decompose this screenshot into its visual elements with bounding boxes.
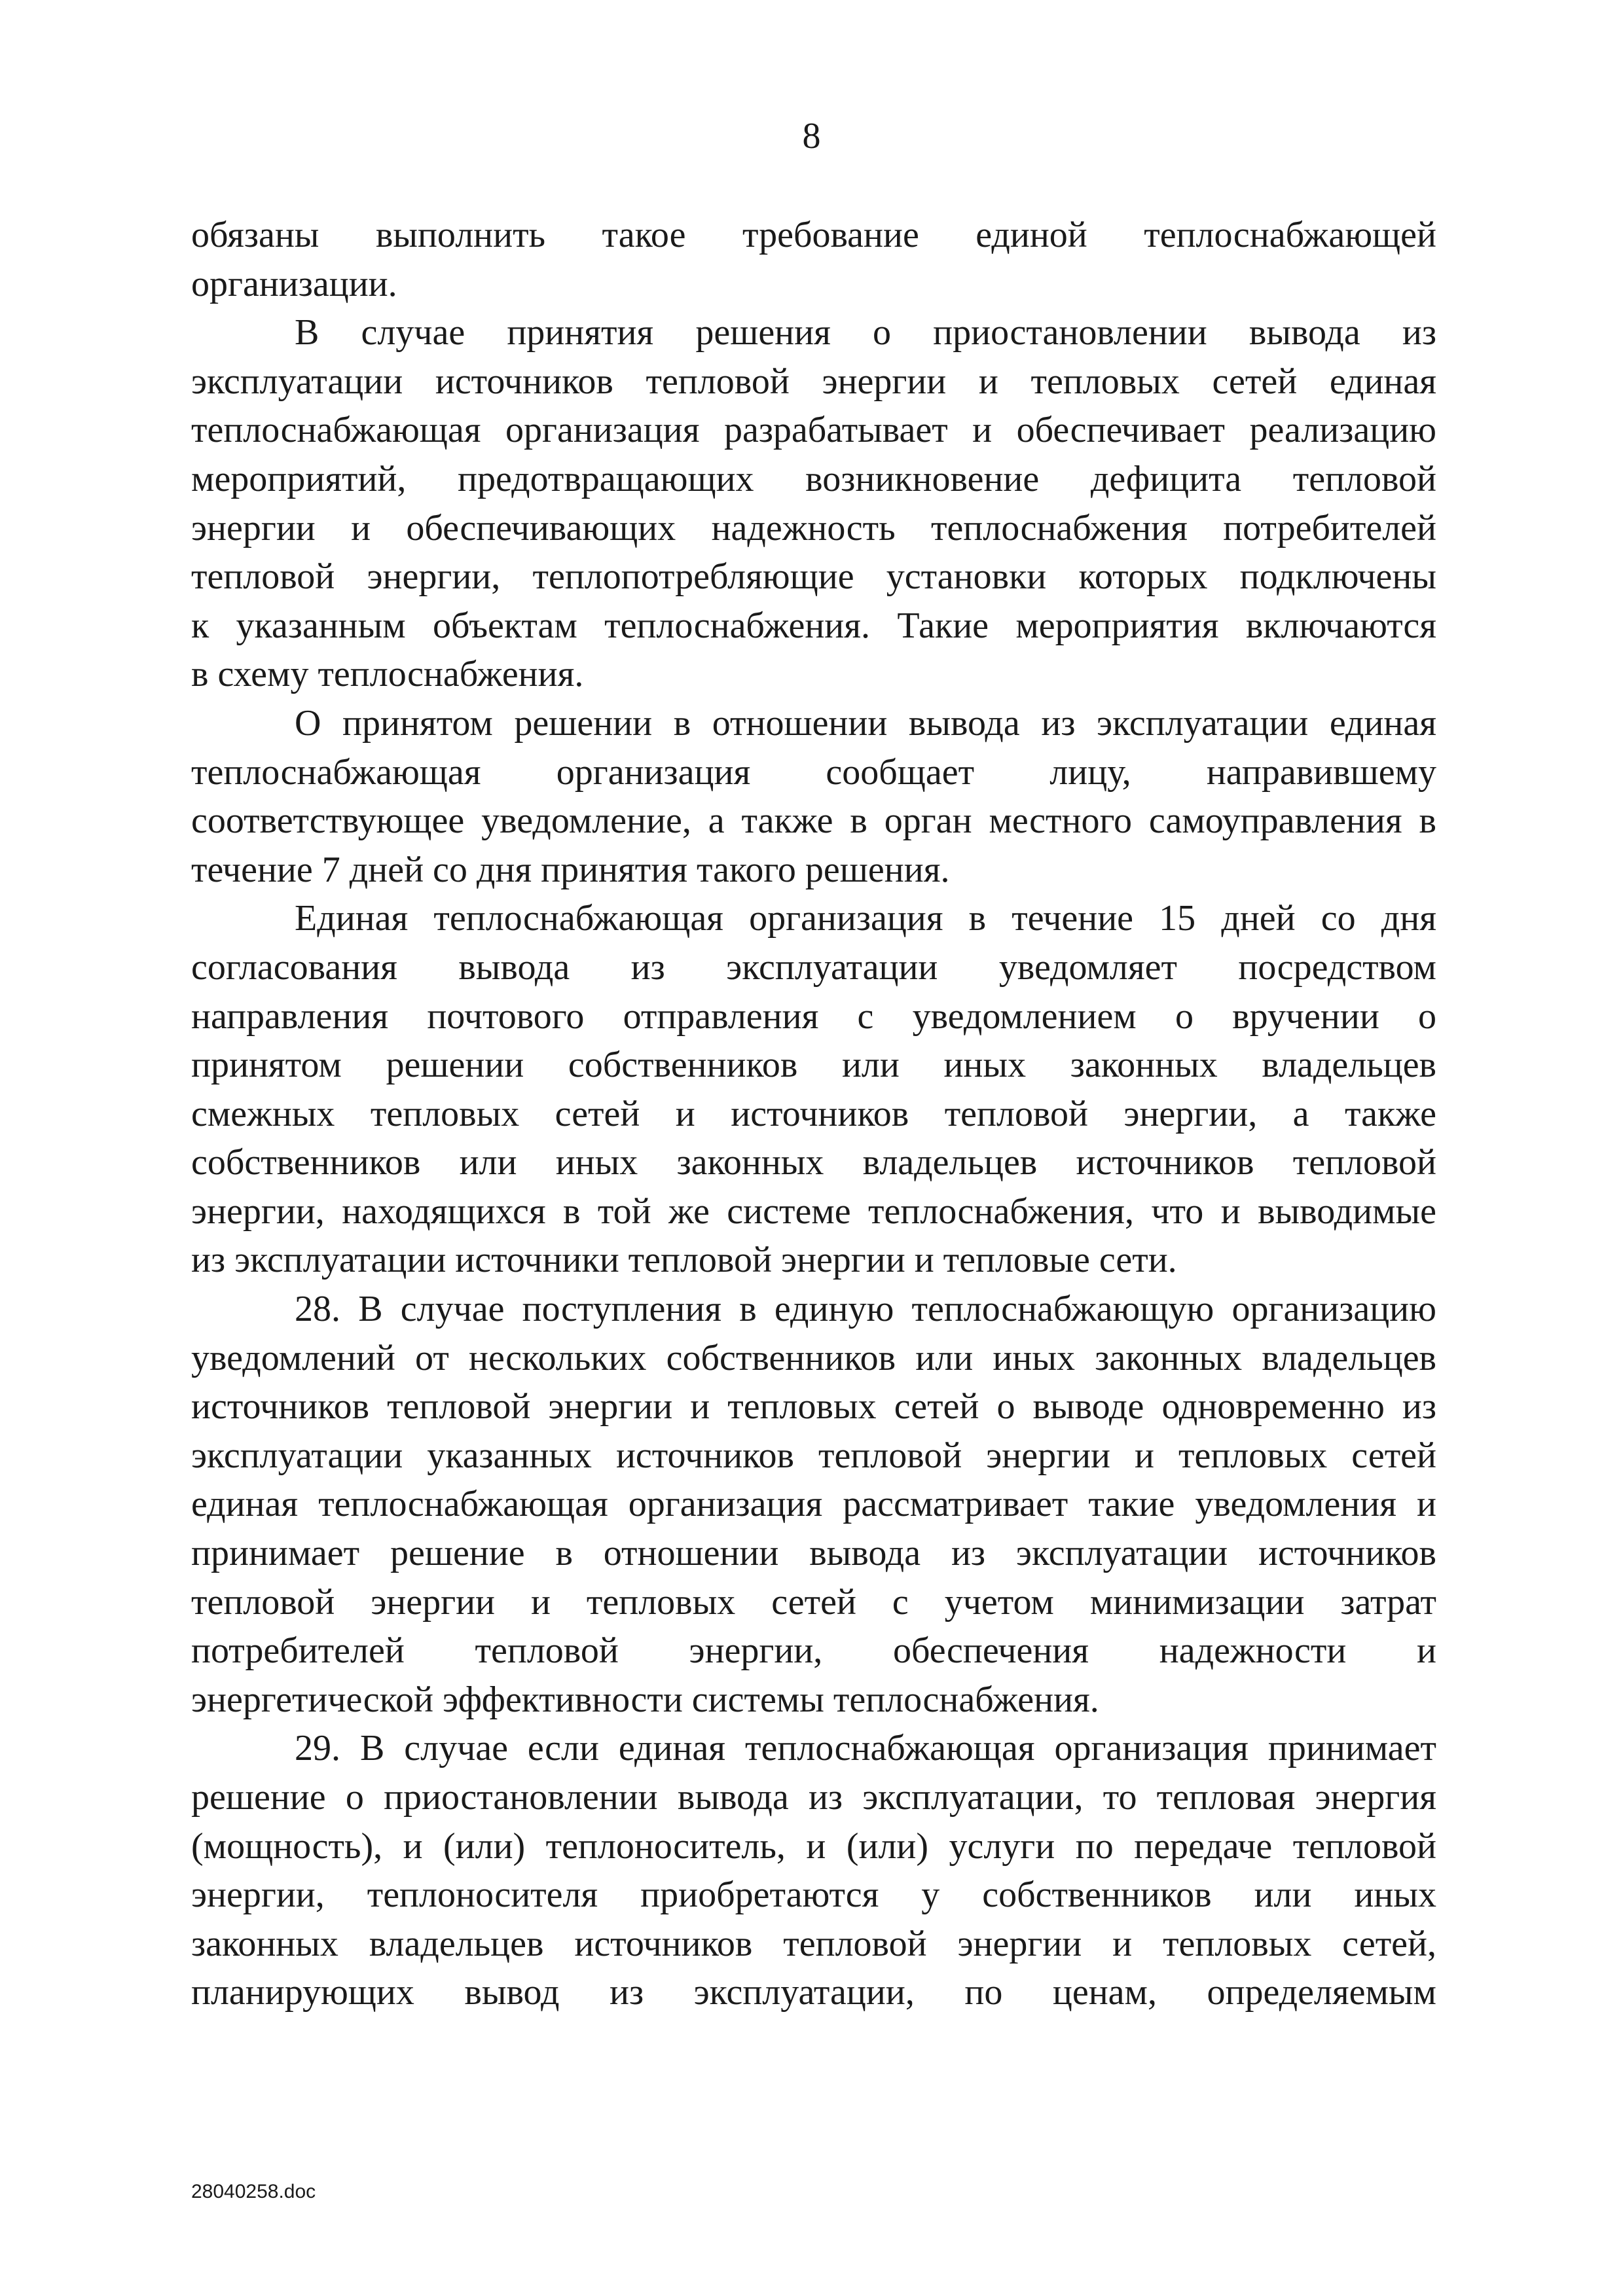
text-line: обязаны выполнить такое требование единой теплоснабжающей	[191, 215, 1436, 255]
text-line: теплоснабжающая организация разрабатывает и обеспечивает реализацию	[191, 410, 1436, 451]
text-line: принимает решение в отношении вывода из эксплуатации источников	[191, 1533, 1436, 1574]
text-line: эксплуатации источников тепловой энергии и тепловых сетей единая	[191, 361, 1436, 402]
text-line: (мощность), и (или) теплоноситель, и (или) услуги по передаче тепловой	[191, 1825, 1436, 1867]
text-line: смежных тепловых сетей и источников тепловой энергии, а также	[191, 1093, 1436, 1134]
text-line: энергетической эффективности системы теплоснабжения.	[191, 1679, 1099, 1720]
document-filename: 28040258.doc	[191, 2181, 316, 2202]
text-line: тепловой энергии, теплопотребляющие установки которых подключены	[191, 556, 1436, 598]
page-number: 8	[802, 116, 821, 156]
text-line: из эксплуатации источники тепловой энергии и тепловые сети.	[191, 1240, 1177, 1281]
text-line: соответствующее уведомление, а также в орган местного самоуправления в	[191, 800, 1436, 842]
text-line: собственников или иных законных владельцев источников тепловой	[191, 1142, 1436, 1183]
text-line: Единая теплоснабжающая организация в течение 15 дней со дня	[295, 898, 1436, 939]
text-line: потребителей тепловой энергии, обеспечения надежности и	[191, 1630, 1436, 1672]
text-line: источников тепловой энергии и тепловых сетей о выводе одновременно из	[191, 1386, 1436, 1427]
text-line: законных владельцев источников тепловой энергии и тепловых сетей,	[191, 1923, 1436, 1964]
text-line: согласования вывода из эксплуатации уведомляет посредством	[191, 946, 1436, 988]
text-line: направления почтового отправления с уведомлением о вручении о	[191, 996, 1436, 1037]
text-line: уведомлений от нескольких собственников или иных законных владельцев	[191, 1337, 1436, 1378]
text-line: энергии, находящихся в той же системе теплоснабжения, что и выводимые	[191, 1191, 1436, 1232]
document-body	[191, 211, 1436, 2017]
text-line: к указанным объектам теплоснабжения. Такие мероприятия включаются	[191, 605, 1436, 646]
text-line: В случае принятия решения о приостановлении вывода из	[295, 312, 1436, 353]
text-line: тепловой энергии и тепловых сетей с учетом минимизации затрат	[191, 1581, 1436, 1623]
text-line: планирующих вывод из эксплуатации, по ценам, определяемым	[191, 1972, 1436, 2013]
text-line: 28. В случае поступления в единую теплоснабжающую организацию	[295, 1289, 1436, 1330]
text-line: 29. В случае если единая теплоснабжающая организация принимает	[295, 1728, 1436, 1769]
text-line: эксплуатации указанных источников тепловой энергии и тепловых сетей	[191, 1435, 1436, 1476]
text-line: О принятом решении в отношении вывода из эксплуатации единая	[295, 702, 1436, 744]
text-line: энергии и обеспечивающих надежность теплоснабжения потребителей	[191, 507, 1436, 548]
text-line: энергии, теплоносителя приобретаются у собственников или иных	[191, 1874, 1436, 1916]
text-line: теплоснабжающая организация сообщает лицу, направившему	[191, 751, 1436, 793]
text-line: организации.	[191, 263, 397, 304]
text-line: течение 7 дней со дня принятия такого решения.	[191, 849, 950, 890]
text-line: мероприятий, предотвращающих возникновение дефицита тепловой	[191, 458, 1436, 499]
text-line: единая теплоснабжающая организация рассматривает такие уведомления и	[191, 1484, 1436, 1525]
text-line: решение о приостановлении вывода из эксплуатации, то тепловая энергия	[191, 1777, 1436, 1818]
text-line: в схему теплоснабжения.	[191, 654, 584, 695]
text-line: принятом решении собственников или иных законных владельцев	[191, 1045, 1436, 1086]
